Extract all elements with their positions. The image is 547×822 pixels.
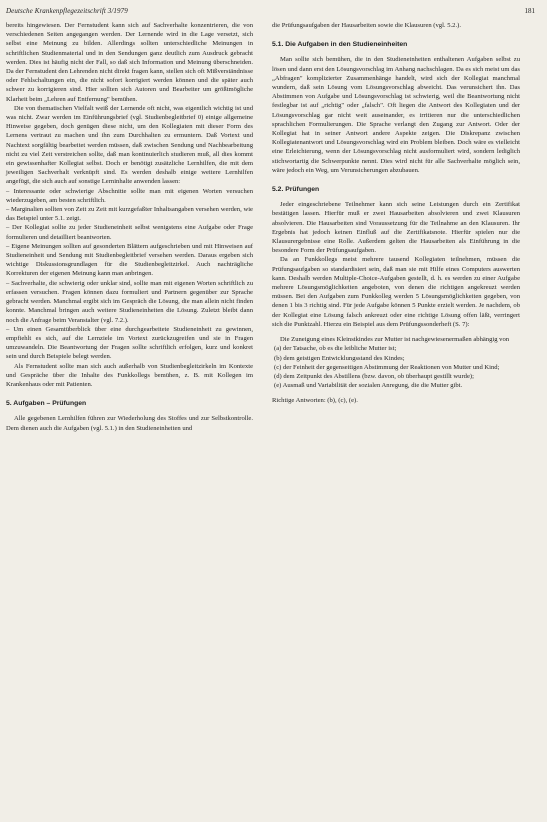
paragraph: Als Fernstudent sollte man sich auch außerhalb von Studienbegleitzirkeln im Kontexte und Gespräche über die Inhalte des Funkkollegs bemühen, z. B. mit Kollegen im Krankenhaus oder mit Patienten.	[6, 362, 253, 388]
section-heading: 5.2. Prüfungen	[272, 186, 320, 194]
paragraph: bereits hingewiesen. Der Fernstudent kann sich auf Sachverhalte konzentrieren, die von verschiedenen Seiten angegangen werden. Der Lernende wird in die Lage versetzt, sich selbst eine Meinung zu bilden. Allerdings sollten unterschiedliche Meinungen in schriftlichen Studienmaterial und in den Sendungen ganz deutlich zum Ausdruck gebracht werden. Dies ist häufig nicht der Fall, so daß sich Information und Meinung überschneiden. Da der Fernstudent den Lehrenden nicht direkt fragen kann, stellen sich oft Mißverständnisse oder Fehlschaltungen ein, die nicht sofort korrigiert werden können und die später auch schwer zu korrigieren sind. Hier sollten sich Autoren und Bearbeiter um größtmögliche Klarheit beim „Lehren auf Entfernung" bemühen.	[6, 22, 253, 103]
paragraph: Jeder eingeschriebene Teilnehmer kann sich seine Leistungen durch ein Zertifikat bestätigen lassen. Hierfür muß er zwei Hausarbeiten absolvieren und zwei Klausuren absolvieren. Die Hausarbeiten sind Voraussetzung für die Teilnahme an den Klausuren. Ihr Ergebnis hat jedoch keinen Einfluß auf die Zertifikatsnote. Hierfür spielen nur die Klausurergebnisse eine Rolle. Außerdem gelten die Hausarbeiten als Einführung in die besondere Form der Prüfungsaufgaben.	[272, 201, 520, 255]
list-item: – Interessante oder schwierige Abschnitte sollte man mit eigenen Worten versuchen wiederzugeben, am besten schriftlich.	[6, 187, 253, 204]
list-item: – Der Kollegiat sollte zu jeder Studieneinheit selbst wenigstens eine Aufgabe oder Frage formulieren und detailliert beantworten.	[6, 224, 253, 241]
answer-option: (d) dem Zeitpunkt des Abstillens (bzw. davon, ob überhaupt gestillt wurde);	[274, 372, 474, 380]
list-item: – Um einen Gesamtüberblick über eine durchgearbeitete Studieneinheit zu gewinnen, empfiehlt es sich, auf die Lernziele im Vortext zurückzugreifen und sie in Fragen umzuwandeln. Die Beantwortung der Fragen sollte schriftlich erfolgen, kurz und konkret sein und durch Beispiele belegt werden.	[6, 325, 253, 361]
list-item: – Sachverhalte, die schwierig oder unklar sind, sollte man mit eigenen Worten schriftlich zu erfassen versuchen. Fragen können dazu formuliert und Partnern gegenüber zur Sprache gebracht werden. Manchmal ergibt sich im Gespräch die Lösung, die man allein nicht finden konnte. Manchmal bringen auch weitere Studieneinheiten die Lösung. Zuletzt bleibt dann noch die Anfrage beim Veranstalter (vgl. 7.2.).	[6, 279, 253, 324]
paragraph: Die von thematischen Vielfalt weiß der Lernende oft nicht, was eigentlich wichtig ist und was nicht. Zwar werden im Einführungsbrief (vgl. Studienbegleitbrief 0) einige allgemeine Hinweise gegeben, doch genügen diese nicht, um den Kollegiaten mit dieser Form des Lernens vertraut zu machen und ihn zum Durchhalten zu ermuntern. Daß Vortext und Nachtext sorgfältig bearbeitet werden müssen, daß zwischen Sendung und Nachbearbeitung nicht zu viel Zeit verstreichen sollte, daß man kontinuierlich studieren muß, all dies kommt ein gewissenhafter Kollegiat selbst. Doch er benötigt zusätzliche Lernhilfen, die mit dem jeweiligen Sachverhalt verknüpft sind. Es werden deshalb einige weitere Lernhilfen angefügt, die sich auch auf sonstige Lerninhalte anwenden lassen:	[6, 104, 253, 186]
paragraph: die Prüfungsaufgaben der Hausarbeiten sowie die Klausuren (vgl. 5.2.).	[272, 22, 461, 29]
left-column	[6, 21, 253, 433]
example-question: Die Zuneigung eines Kleinstkindes zur Mutter ist nachgewiesenermaßen abhängig von	[280, 336, 510, 344]
page-header	[6, 7, 535, 21]
answer-option: (e) Ausmaß und Variabilität der sozialen Anregung, die die Mutter gibt.	[274, 382, 463, 390]
paragraph: Da an Funkkollegs meist mehrere tausend Kollegiaten teilnehmen, müssen die Prüfungsaufgaben so standardisiert sein, daß man sie mit Hilfe eines Computers auswerten kann. Deshalb werden Multiple-Choice-Aufgaben gestellt, d. h. es werden zu einer Aufgabe mehrere Lösungsmöglichkeiten angeboten, von denen die richtigen angekreuzt werden müssen. Bei den Aufgaben zum Funkkolleg werden 5 Lösungsmöglichkeiten gegeben, von denen 1 bis 3 richtig sind. Für jede Aufgabe können 5 Punkte erzielt werden. Je nachdem, ob der Kollegiat eine Lösung falsch ankreuzt oder eine richtige Lösung offen läßt, verringert sich die Punktzahl. Hierzu ein Beispiel aus dem Prüfungssonderheft (S. 7):	[272, 256, 520, 328]
paragraph: Alle gegebenen Lernhilfen führen zur Wiederholung des Stoffes und zur Selbstkontrolle. Dem dienen auch die Aufgaben (vgl. 5.1.) in den Studieneinheiten und	[6, 415, 253, 432]
list-item: – Marginalien sollten von Zeit zu Zeit mit kurzgefaßter Inhaltsangaben versehen werden, wie das Beispiel unter 5.1. zeigt.	[6, 206, 253, 223]
answer-key: Richtige Antworten: (b), (c), (e).	[272, 397, 358, 405]
list-item: – Eigene Meinungen sollten auf gesonderten Blättern aufgeschrieben und mit Hinweisen auf Studieneinheit und Sendung mit Studienbegleitbrief versehen werden. Daraus ergeben sich wichtige Diskussionsgrundlagen für die Studienbegleitzirkel. Auch nachträgliche Korrekturen der eigenen Meinung kann man anbringen.	[6, 242, 253, 278]
section-heading: 5.1. Die Aufgaben in den Studieneinheiten	[272, 41, 408, 49]
right-column	[272, 21, 520, 406]
answer-option: (c) der Feinheit der gegenseitigen Abstimmung der Reaktionen von Mutter und Kind;	[274, 363, 500, 371]
journal-title: Deutsche Krankenpflegezeitschrift 3/1979	[6, 7, 128, 15]
paragraph: Man sollte sich bemühen, die in den Studieneinheiten enthaltenen Aufgaben selbst zu lösen und dann erst den Lösungsvorschlag im Anhang nachschlagen. Da es sich meist um das „Abfragen" komplizierter Zusammenhänge handelt, wird sich der Kollegiat manchmal wundern, daß sein Lösung vom Lösungsvorschlag abweicht. Das verunsichert ihn. Das Abstimmen von Aufgabe und Lösungsvorschlag ist schwierig, weil die Beantwortung nicht festlegbar ist auf „richtig" oder „falsch". Oft liegen die Antwort des Kollegiaten und der Lösungsvorschlag gar nicht weit auseinander, es irritieren nur die unterschiedlichen sprachlichen Formulierungen. Die Sprache verlangt den Zugang zur Antwort. Oder der Kollegiat hat in seiner Antwort andere Aspekte zeigen. Die Diskrepanz zwischen Kollegiatenantwort und Lösungsvorschlag wird ein Problem bleiben. Doch wäre es vielleicht eine Erleichterung, wenn der Lösungsvorschlag nicht ausformuliert wird, sondern lediglich stichwortartig die Schwerpunkte nennt. Dies wird nicht für alle Sachverhalte möglich sein, wäre jedoch ein Weg, um Verunsicherungen abzubauen.	[272, 56, 520, 174]
answer-option: (a) der Tatsache, ob es die leibliche Mutter ist;	[274, 345, 397, 353]
answer-option: (b) dem geistigen Entwicklungsstand des Kindes;	[274, 354, 405, 362]
page-number: 181	[524, 7, 535, 15]
section-heading: 5. Aufgaben – Prüfungen	[6, 400, 87, 408]
